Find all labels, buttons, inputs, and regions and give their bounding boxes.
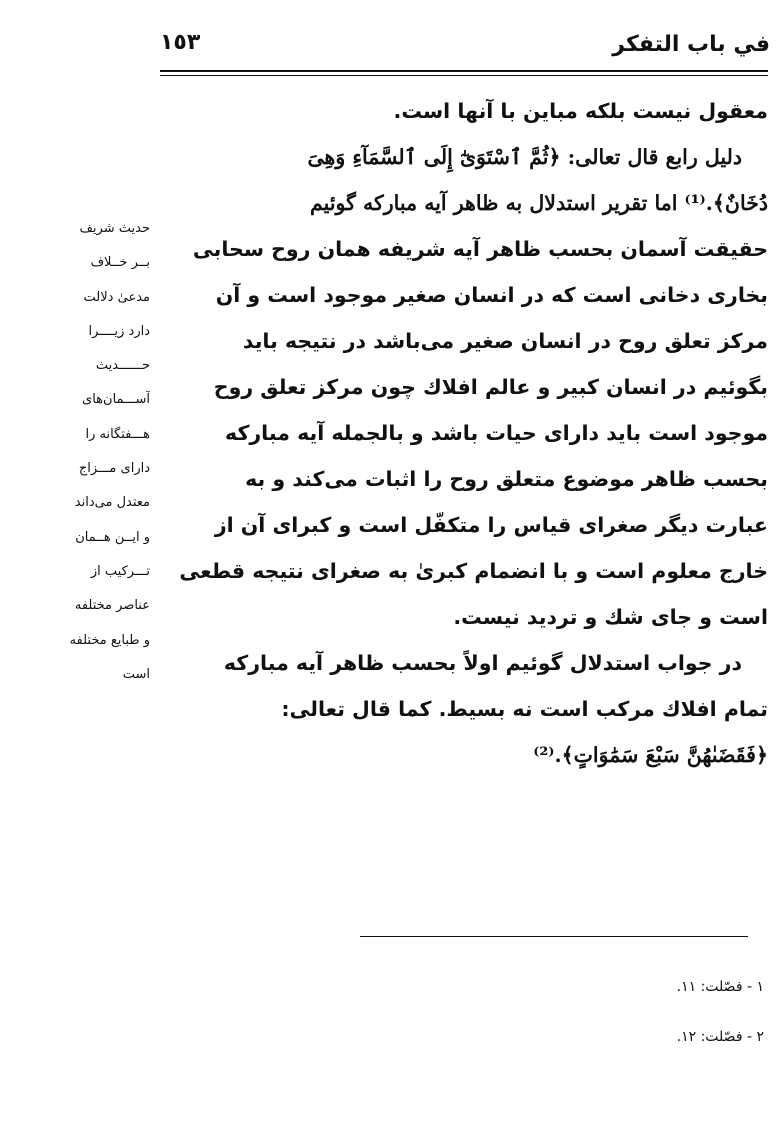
text-line: عبارت ديگر صغراى قياس را متكفّل است و كبراى آن از <box>214 513 768 537</box>
main-text <box>160 88 768 778</box>
header-rule <box>160 70 768 72</box>
margin-note-line: و ايــن هــمان <box>75 529 150 545</box>
margin-note <box>0 212 150 692</box>
footnote-item: ٢ - فصّلت: ١٢. <box>676 1029 764 1045</box>
margin-note-line: بــر خــلاف <box>90 255 150 271</box>
text-line: بگوئيم در انسان كبير و عالم افلاك چون مركز تعلق روح <box>213 375 768 399</box>
text-line: دليل رابع قال تعالى: ﴿ثُمَّ ٱسْتَوَىٰٓ إِلَى ٱلسَّمَآءِ وَهِىَ <box>307 145 742 169</box>
text-line: بخارى دخانى است كه در انسان صغير موجود است و آن <box>215 283 768 307</box>
text-line: موجود است بايد داراى حيات باشد و بالجمله آيه مباركه <box>225 421 768 445</box>
text-line: تمام افلاك مركب است نه بسيط. كما قال تعالى: <box>281 697 768 721</box>
footnote-separator <box>360 936 748 937</box>
text-line: خارج معلوم است و با انضمام كبرىٰ به صغراى نتيجه قطعى <box>179 559 768 583</box>
margin-note-line: مدعىٰ دلالت <box>83 289 150 305</box>
text-line: حقيقت آسمان بحسب ظاهر آيه شريفه همان روح سحابى <box>192 237 768 261</box>
margin-note-line: آســـمان‌هاى <box>82 392 150 408</box>
text-line: معقول نيست بلكه مباين با آنها است. <box>393 99 768 123</box>
text-line: است و جاى شك و ترديد نيست. <box>453 605 768 629</box>
margin-note-line: است <box>122 666 150 682</box>
margin-note-line: تـــركيب از <box>90 563 150 579</box>
footnote-item: ١ - فصّلت: ١١. <box>676 979 764 995</box>
margin-note-line: معتدل مى‌داند <box>74 495 150 511</box>
text-line: دُخَانٌ﴾.⁽¹⁾ اما تقرير استدلال به ظاهر آيه مباركه گوئيم <box>310 191 768 215</box>
header-rule-thin <box>160 75 768 76</box>
margin-note-line: و طبايع مختلفه <box>69 632 150 648</box>
margin-note-line: هـــفتگانه را <box>85 426 150 442</box>
margin-note-line: داراى مـــزاج <box>78 461 150 477</box>
page-number: ١٥٣ <box>160 30 201 55</box>
footnotes <box>160 962 764 1062</box>
text-line: ﴿فَقَضَىٰهُنَّ سَبْعَ سَمَٰوَاتٍ﴾.⁽²⁾ <box>533 743 768 767</box>
running-title: في باب التفكر <box>612 32 770 57</box>
margin-note-line: عناصر مختلفه <box>74 598 150 614</box>
margin-note-line: حديث شريف <box>79 221 150 236</box>
page-header <box>160 28 770 68</box>
margin-note-line: حــــــديث <box>95 358 150 374</box>
margin-note-line: دارد زيــــرا <box>88 323 150 339</box>
text-line: بحسب ظاهر موضوع متعلق روح را اثبات مى‌كند و به <box>245 467 768 491</box>
text-line: مركز تعلق روح در انسان صغير مى‌باشد در نتيجه بايد <box>242 329 768 353</box>
text-line: در جواب استدلال گوئيم اولاً بحسب ظاهر آيه مباركه <box>223 651 742 675</box>
